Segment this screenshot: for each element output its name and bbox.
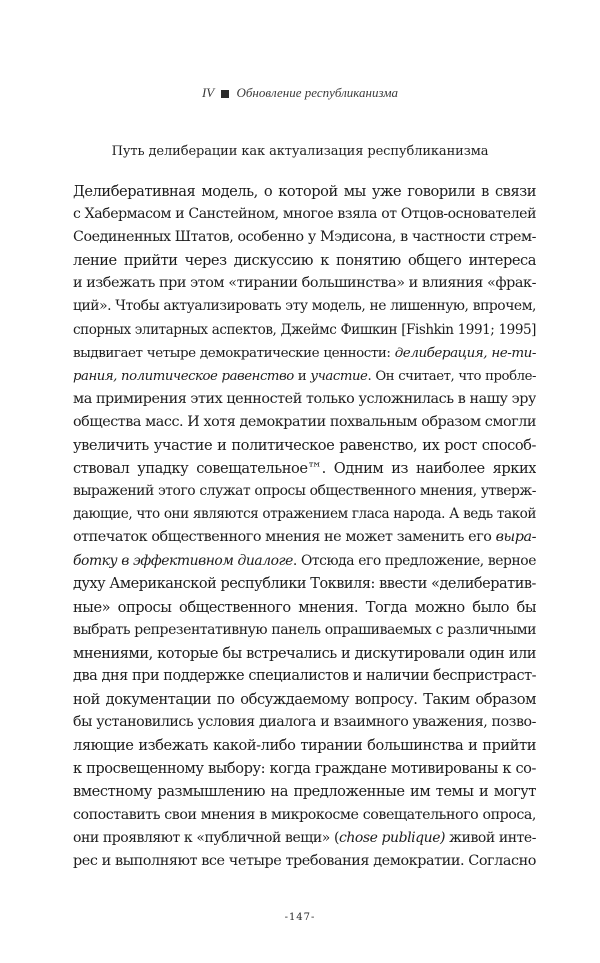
text-segment: ций». Чтобы актуализировать эту модель, не лишенную, впрочем, (73, 298, 536, 315)
text-segment: Делиберативная модель, о которой мы уже говорили в связи (73, 183, 536, 200)
italic-text: делиберация, не-ти- (394, 345, 536, 361)
page-number: -147- (284, 912, 316, 923)
text-line (73, 526, 536, 549)
text-segment: выдвигает четыре демократические ценности: (73, 345, 395, 361)
text-segment: Соединенных Штатов, особенно у Мэдисона, в частности стрем- (73, 229, 536, 246)
text-line (73, 272, 536, 295)
text-line (73, 780, 536, 803)
text-line (73, 411, 536, 434)
text-segment: спорных элитарных аспектов, Джеймс Фишкин [Fishkin 1991; 1995] (73, 321, 536, 338)
running-head-part: IV (201, 85, 214, 100)
text-line (73, 688, 536, 711)
text-segment: с Хабермасом и Санстейном, многое взяла от Отцов-основателей (73, 206, 536, 223)
text-segment: рес и выполняют все четыре требования демократии. Согласно (73, 852, 536, 869)
text-line (73, 827, 536, 850)
text-segment: ствовал упадку совещательное™. Одним из наиболее ярких (73, 460, 536, 478)
text-line (73, 249, 536, 272)
text-line (73, 365, 536, 388)
text-line (73, 226, 536, 249)
italic-text: chose publique) (338, 829, 446, 846)
text-line (73, 550, 536, 573)
text-line (73, 850, 536, 873)
text-line (73, 295, 536, 318)
text-segment: увеличить участие и политическое равенство, их рост способ- (73, 437, 536, 455)
italic-text: ботку в эффективном диалоге (73, 552, 293, 569)
text-segment: два дня при поддержке специалистов и наличии беспристраст- (73, 667, 536, 684)
text-segment: . Он считает, что пробле- (367, 368, 536, 384)
text-segment: ляющие избежать какой-либо тирании большинства и прийти (73, 737, 536, 755)
text-line (73, 734, 536, 757)
text-line (73, 434, 536, 457)
text-line (73, 503, 536, 526)
italic-text: участие (310, 368, 368, 384)
text-line (73, 619, 536, 642)
body-text (73, 180, 536, 873)
text-segment: дающие, что они являются отражением гласа народа. А ведь такой (73, 506, 536, 523)
text-line (73, 457, 536, 480)
text-line (73, 757, 536, 780)
text-segment: . Отсюда его предложение, верное (292, 552, 536, 569)
text-line (73, 180, 536, 203)
text-segment: сопоставить свои мнения в микрокосме совещательного опроса, (73, 806, 536, 823)
text-line (73, 665, 536, 688)
text-line (73, 804, 536, 827)
text-segment: выражений этого служат опросы общественного мнения, утверж- (73, 483, 536, 500)
text-segment: бы установились условия диалога и взаимного уважения, позво- (73, 714, 536, 731)
text-segment: ные» опросы общественного мнения. Тогда можно было бы (73, 598, 536, 616)
italic-text: рания, политическое равенство (73, 368, 294, 384)
text-segment: вместному размышлению на предложенные им темы и могут (73, 783, 536, 801)
text-segment: духу Американской республики Токвиля: ввести «делибератив- (73, 575, 536, 592)
text-line (73, 596, 536, 619)
square-bullet-icon (221, 90, 229, 98)
italic-text: выра- (495, 529, 536, 546)
running-head (0, 85, 600, 101)
text-segment: общества масс. И хотя демократии похвальным образом смогли (73, 413, 536, 430)
text-segment: и (293, 368, 311, 384)
section-title: Путь делиберации как актуализация республиканизма (111, 144, 489, 159)
text-segment: к просвещенному выбору: когда граждане мотивированы к со- (73, 760, 536, 778)
running-head-title: Обновление республиканизма (236, 85, 399, 100)
text-segment: ма примирения этих ценностей только усложнилась в нашу эру (73, 390, 536, 407)
text-segment: живой инте- (445, 829, 536, 846)
text-segment: они проявляют к «публичной вещи» ( (73, 829, 339, 846)
text-line (73, 319, 536, 342)
text-line (73, 711, 536, 734)
text-segment: выбрать репрезентативную панель опрашиваемых с различными (73, 621, 536, 638)
text-line (73, 388, 536, 411)
text-segment: и избежать при этом «тирании большинства» и влияния «фрак- (73, 275, 536, 292)
text-segment: мнениями, которые бы встречались и дискутировали один или (73, 644, 536, 662)
text-segment: ной документации по обсуждаемому вопросу. Таким образом (73, 691, 536, 709)
text-line (73, 480, 536, 503)
text-line (73, 342, 536, 365)
text-line (73, 203, 536, 226)
text-line (73, 573, 536, 596)
text-line (73, 642, 536, 665)
text-segment: отпечаток общественного мнения не может заменить его (73, 529, 496, 546)
text-segment: ление прийти через дискуссию к понятию общего интереса (73, 252, 536, 270)
